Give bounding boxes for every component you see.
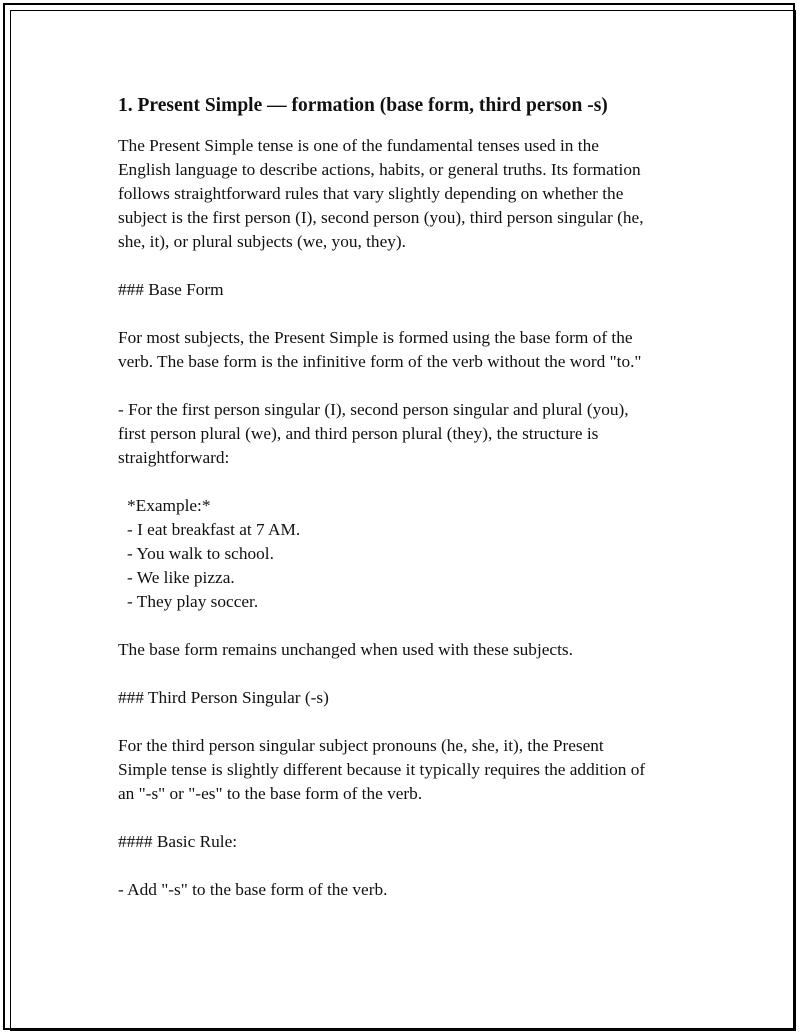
heading-base-form: ### Base Form	[118, 280, 224, 299]
intro-paragraph: The Present Simple tense is one of the fundamental tenses used in the English language to describe actions, habits, or general truths. Its formation follows straightforward rules that vary slightly depending on whether the subject is the first person (I), second person (you), third person singular (he, she, it), or plural subjects (we, you, they).	[118, 136, 644, 251]
base-form-paragraph: For most subjects, the Present Simple is formed using the base form of the verb. The base form is the infinitive form of the verb without the word "to."	[118, 328, 642, 371]
document-body	[118, 93, 698, 926]
base-form-note: The base form remains unchanged when used with these subjects.	[118, 640, 573, 659]
subjects-bullet: - For the first person singular (I), second person singular and plural (you), first person plural (we), and third person plural (they), the structure is straightforward:	[118, 400, 629, 467]
section-title: 1. Present Simple — formation (base form, third person -s)	[118, 95, 608, 116]
example-list: *Example:* - I eat breakfast at 7 AM. - You walk to school. - We like pizza. - They play soccer.	[127, 496, 301, 611]
heading-basic-rule: #### Basic Rule:	[118, 832, 238, 851]
heading-third-person: ### Third Person Singular (-s)	[118, 688, 329, 707]
basic-rule-bullet: - Add "-s" to the base form of the verb.	[118, 880, 388, 899]
third-person-paragraph: For the third person singular subject pronouns (he, she, it), the Present Simple tense is slightly different because it typically requires the addition of an "-s" or "-es" to the base form of the verb.	[118, 736, 646, 803]
